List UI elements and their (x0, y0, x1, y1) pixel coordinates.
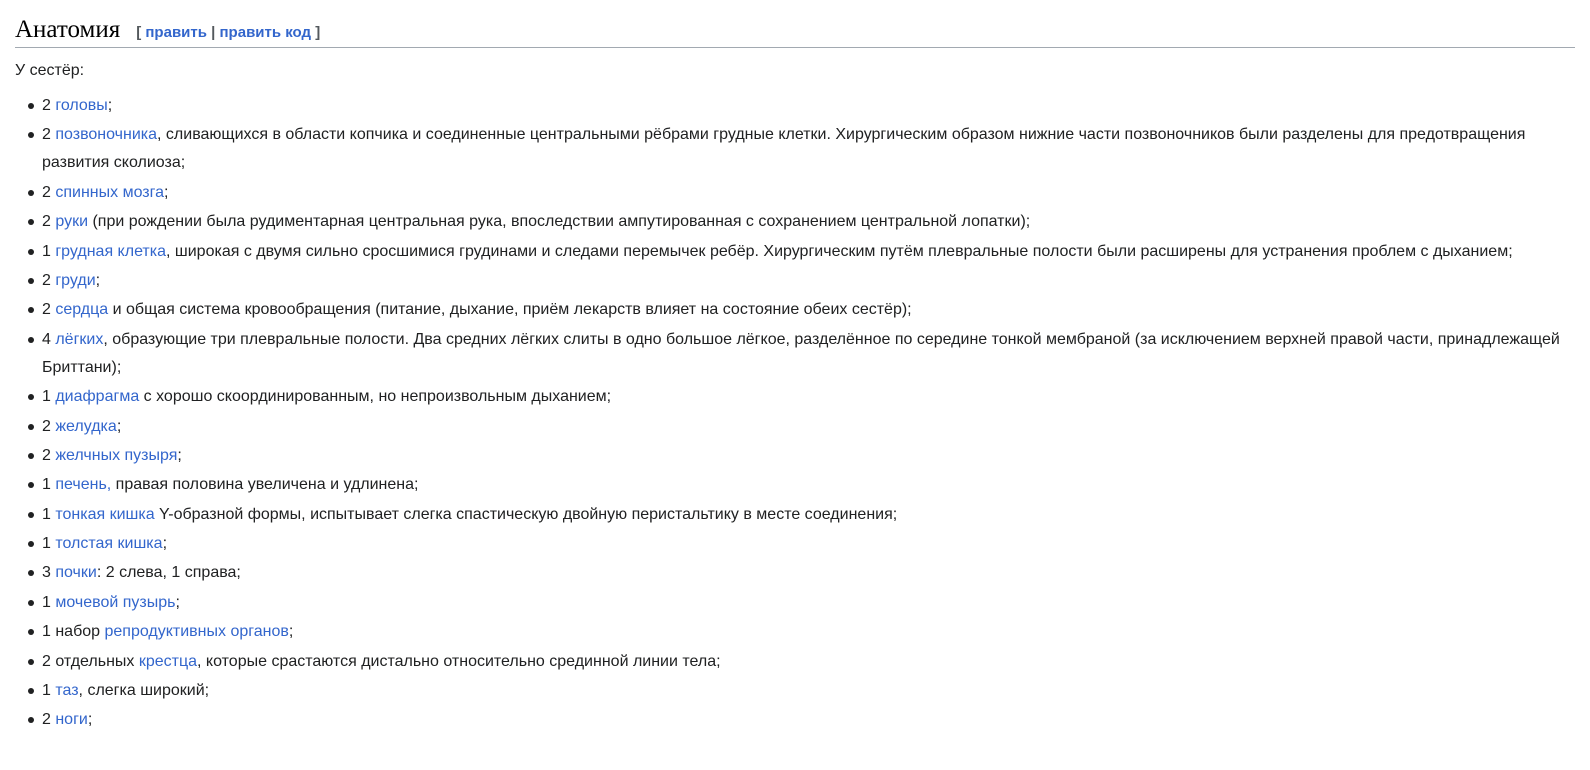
item-description: , образующие три плевральные полости. Два средних лёгких слиты в одно большое лёгкое, разделённое по середине тонкой мембраной (за исключением верхней правой части, принадлежащей Бриттани); (42, 330, 1560, 376)
intro-text: У сестёр: (15, 62, 85, 79)
item-description: : 2 слева, 1 справа; (96, 564, 241, 582)
item-count: 1 (42, 535, 56, 553)
item-count: 2 (42, 417, 56, 435)
item-count: 2 отдельных (42, 652, 139, 670)
section-heading (15, 0, 1575, 48)
item-count: 2 (42, 126, 56, 144)
list-item (15, 121, 1565, 177)
list-item (15, 530, 1565, 558)
organ-link[interactable]: крестца (138, 652, 198, 670)
item-count: 1 (42, 593, 56, 611)
list-item (15, 677, 1565, 705)
edit-link[interactable]: править (145, 24, 207, 41)
item-count: 2 (42, 97, 56, 114)
organ-link[interactable]: грудная клетка (55, 242, 167, 260)
list-item (15, 648, 1565, 676)
item-count: 2 (42, 213, 56, 231)
item-description: ; (87, 711, 93, 729)
section-title: Анатомия (15, 16, 121, 43)
list-item (15, 326, 1565, 382)
list-item (15, 92, 1565, 120)
item-description: ; (164, 183, 169, 201)
list-item (15, 618, 1565, 646)
item-description: правая половина увеличена и удлинена; (111, 476, 419, 494)
item-count: 1 набор (42, 623, 105, 641)
item-count: 2 (42, 301, 56, 319)
organ-link[interactable]: желчных пузыря (55, 446, 178, 464)
edit-section-links (136, 24, 320, 41)
list-item (15, 559, 1565, 587)
organ-link[interactable]: репродуктивных органов (104, 623, 289, 641)
list-item (15, 296, 1565, 324)
item-count: 2 (42, 271, 56, 289)
article-content (15, 0, 1575, 729)
edit-separator: | (211, 24, 216, 41)
organ-link[interactable]: ноги (55, 711, 88, 729)
organ-link[interactable]: руки (55, 213, 88, 231)
organ-link[interactable]: желудка (55, 417, 117, 435)
item-description: (при рождении была рудиментарная центральная рука, впоследствии ампутированная с сохранением центральной лопатки); (88, 213, 1031, 231)
list-item (15, 442, 1565, 470)
item-count: 1 (42, 242, 56, 260)
organ-link[interactable]: диафрагма (55, 388, 140, 406)
item-description: ; (107, 97, 113, 114)
organ-link[interactable]: груди (55, 271, 96, 289)
item-count: 2 (42, 446, 56, 464)
organ-list (15, 92, 1565, 736)
item-description: , широкая с двумя сильно сросшимися грудинами и следами перемычек ребёр. Хирургическим путём плевральные полости были расширены для устранения проблем с дыханием; (166, 242, 1513, 260)
organ-link[interactable]: тонкая кишка (55, 505, 155, 523)
item-description: и общая система кровообращения (питание, дыхание, приём лекарств влияет на состояние обеих сестёр); (108, 301, 912, 319)
item-description: ; (162, 535, 168, 553)
list-item (15, 383, 1565, 411)
edit-source-link[interactable]: править код (219, 24, 312, 41)
item-description: с хорошо скоординированным, но непроизвольным дыханием; (139, 388, 612, 406)
organ-link[interactable]: спинных мозга (55, 183, 164, 201)
item-count: 2 (42, 183, 56, 201)
organ-link[interactable]: сердца (55, 301, 109, 319)
item-count: 1 (42, 505, 56, 523)
edit-bracket-close: ] (315, 24, 321, 41)
item-description: ; (288, 623, 294, 641)
list-item (15, 238, 1565, 266)
organ-link[interactable]: таз (55, 682, 79, 700)
list-item (15, 471, 1565, 499)
list-item (15, 208, 1565, 236)
item-description: ; (177, 446, 182, 464)
item-count: 3 (42, 564, 56, 582)
item-description: ; (95, 271, 101, 289)
item-count: 1 (42, 682, 56, 700)
edit-bracket-open: [ (136, 24, 142, 41)
list-item (15, 706, 1565, 734)
organ-link[interactable]: позвоночника (55, 126, 158, 144)
item-description: , сливающихся в области копчика и соединенные центральными рёбрами грудные клетки. Хирургическим образом нижние части позвоночников были разделены для предотвращения развития сколиоза; (42, 126, 1526, 172)
list-item (15, 179, 1565, 207)
item-description: , слегка широкий; (78, 682, 210, 700)
item-count: 1 (42, 388, 56, 406)
list-item (15, 501, 1565, 529)
item-description: ; (175, 593, 180, 611)
list-item (15, 589, 1565, 617)
organ-link[interactable]: печень, (55, 476, 112, 494)
item-count: 4 (42, 330, 56, 348)
organ-link[interactable]: головы (55, 97, 108, 114)
organ-link[interactable]: мочевой пузырь (55, 593, 176, 611)
item-count: 1 (42, 476, 56, 494)
organ-link[interactable]: толстая кишка (55, 535, 163, 553)
list-item (15, 267, 1565, 295)
list-item (15, 413, 1565, 441)
item-description: Y-образной формы, испытывает слегка спастическую двойную перистальтику в месте соединения; (154, 505, 898, 523)
item-count: 2 (42, 711, 56, 729)
item-description: , которые срастаются дистально относительно срединной линии тела; (197, 652, 721, 670)
item-description: ; (116, 417, 122, 435)
organ-link[interactable]: почки (55, 564, 97, 582)
organ-link[interactable]: лёгких (55, 330, 104, 348)
